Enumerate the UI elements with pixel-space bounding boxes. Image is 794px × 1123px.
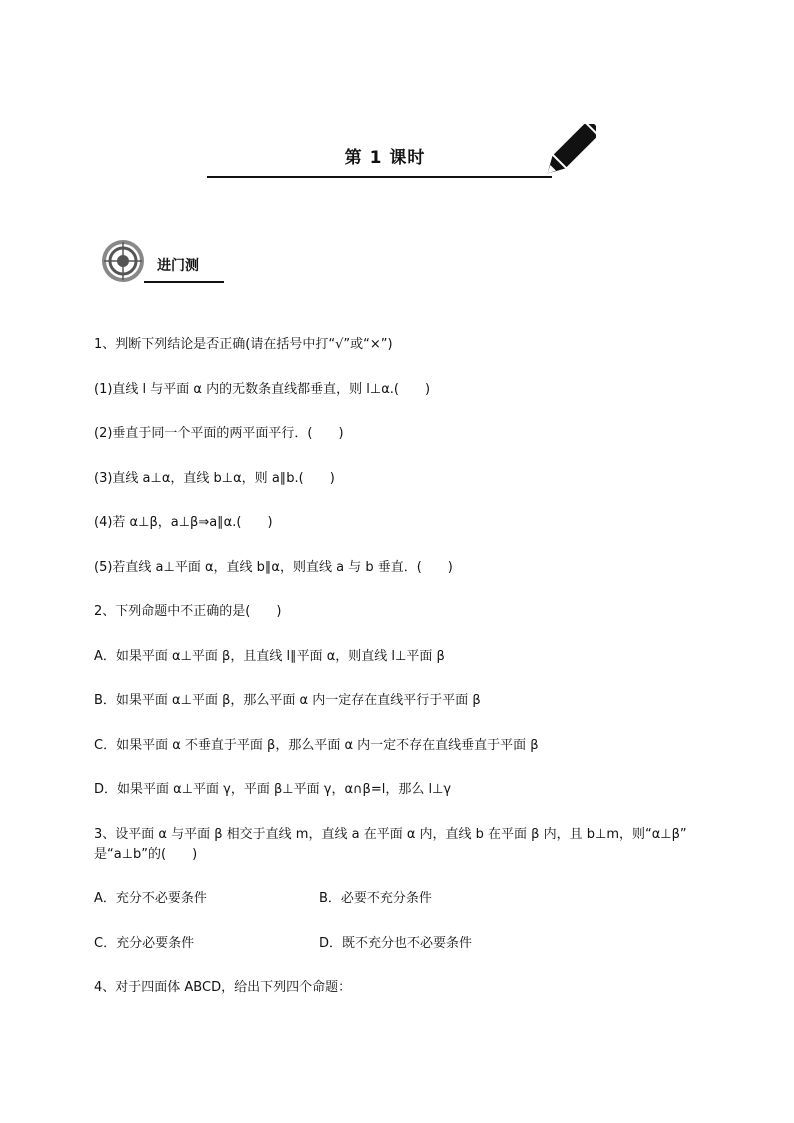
- question-list: [94, 335, 714, 1023]
- question-3-option-d: D．既不充分也不必要条件: [319, 935, 473, 951]
- question-3-line-2: 是“a⊥b”的( ): [94, 846, 198, 862]
- question-3-option-c: C．充分必要条件: [94, 935, 195, 951]
- question-2-option-a: A．如果平面 α⊥平面 β，且直线 l∥平面 α，则直线 l⊥平面 β: [94, 648, 445, 664]
- question-2: 2、下列命题中不正确的是( ): [94, 604, 282, 619]
- question-1-3: (3)直线 a⊥α，直线 b⊥α，则 a∥b.( ): [94, 470, 335, 486]
- section-underline: [144, 281, 224, 283]
- question-3-line-1: 3、设平面 α 与平面 β 相交于直线 m，直线 a 在平面 α 内，直线 b 在平面 β 内，且 b⊥m，则“α⊥β”: [94, 826, 687, 842]
- section-label: 进门测: [157, 258, 199, 274]
- target-icon: [101, 239, 145, 283]
- page-title: 第 1 课时: [344, 148, 426, 168]
- question-2-option-d: D．如果平面 α⊥平面 γ，平面 β⊥平面 γ，α∩β=l，那么 l⊥γ: [94, 782, 452, 797]
- question-2-option-b: B．如果平面 α⊥平面 β，那么平面 α 内一定存在直线平行于平面 β: [94, 693, 481, 708]
- title-underline: [207, 176, 552, 178]
- question-3-option-a: A．充分不必要条件: [94, 891, 207, 906]
- question-3-option-b: B．必要不充分条件: [319, 891, 432, 906]
- question-1-5: (5)若直线 a⊥平面 α，直线 b∥α，则直线 a 与 b 垂直．( ): [94, 559, 453, 575]
- pencil-icon: [540, 124, 596, 182]
- question-1-1: (1)直线 l 与平面 α 内的无数条直线都垂直，则 l⊥α.( ): [94, 381, 431, 397]
- question-4: 4、对于四面体 ABCD，给出下列四个命题：: [94, 980, 352, 995]
- question-1: 1、判断下列结论是否正确(请在括号中打“√”或“×”): [94, 337, 393, 352]
- question-1-2: (2)垂直于同一个平面的两平面平行．( ): [94, 426, 344, 441]
- question-3-options-row-1: [94, 889, 714, 909]
- question-3-options-row-2: [94, 934, 714, 954]
- question-2-option-c: C．如果平面 α 不垂直于平面 β，那么平面 α 内一定不存在直线垂直于平面 β: [94, 737, 539, 753]
- question-1-4: (4)若 α⊥β，a⊥β⇒a∥α.( ): [94, 515, 273, 530]
